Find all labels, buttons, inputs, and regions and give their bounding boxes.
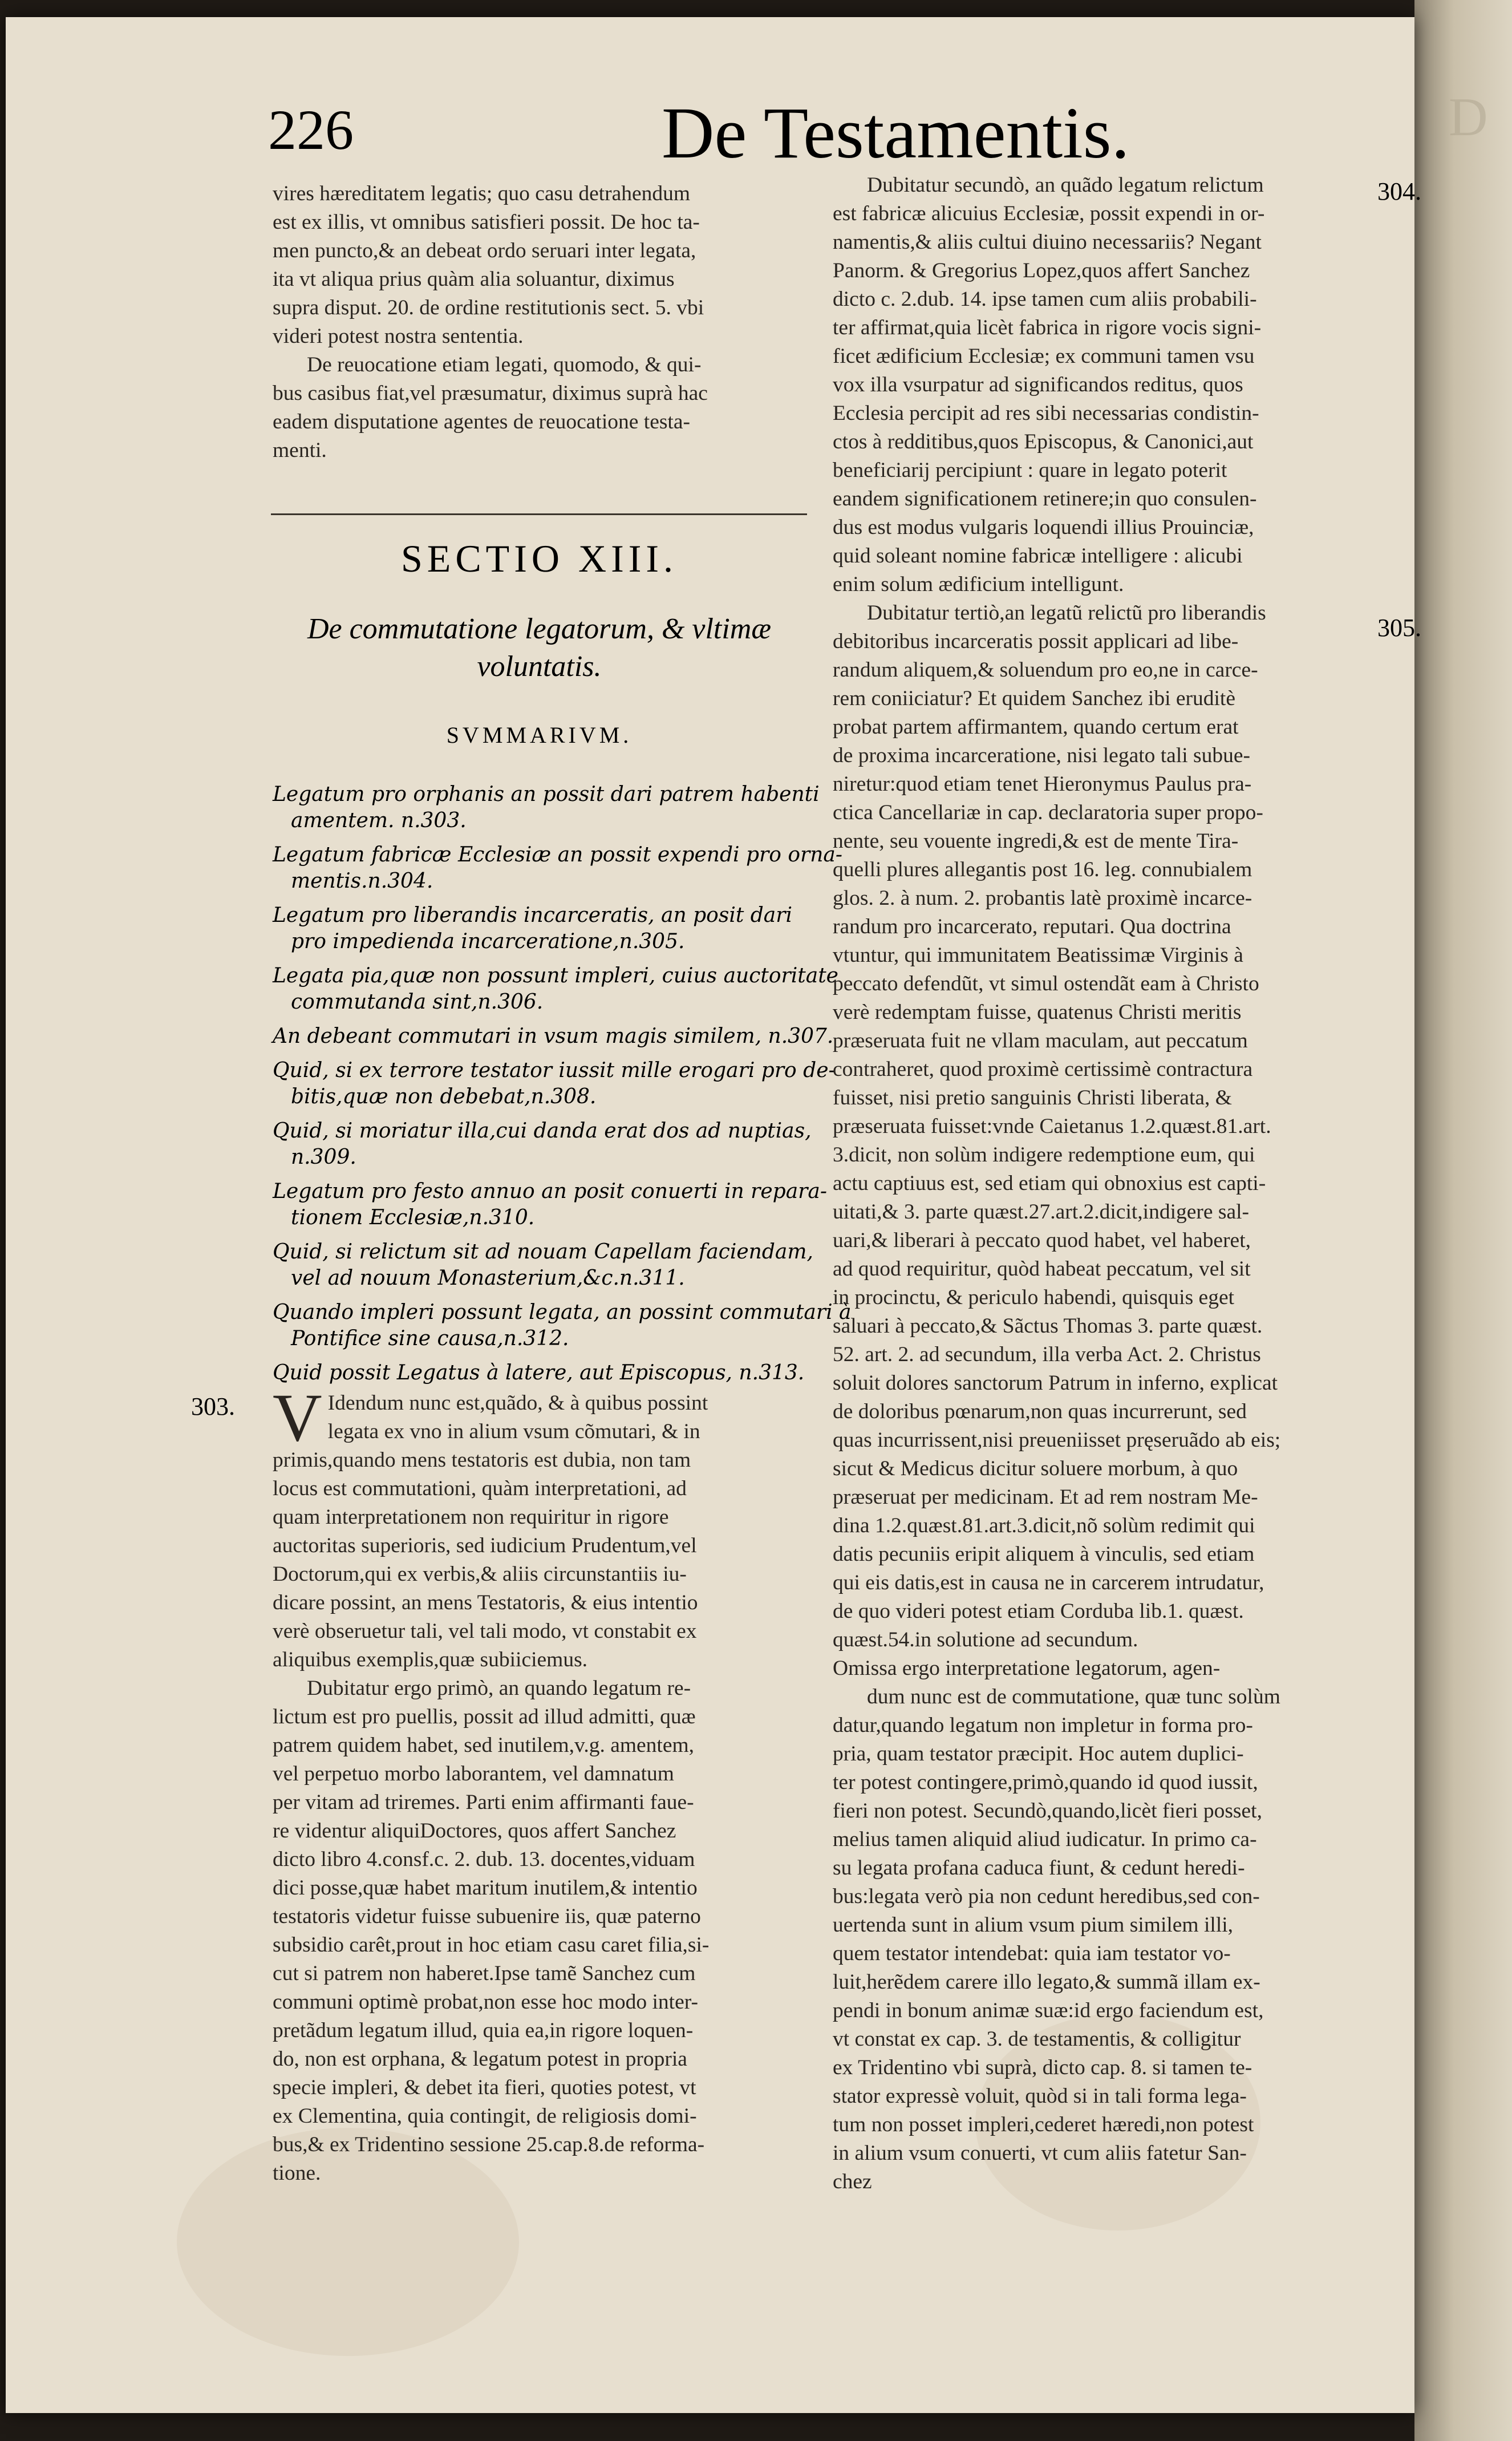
- summary-item-line-2: tionem Ecclesiæ,n.310.: [291, 1206, 535, 1229]
- text-line: præseruat per medicinam. Et ad rem nostram Me-: [833, 1485, 1258, 1509]
- summary-item-line-2: n.309.: [291, 1145, 356, 1169]
- text-line: Dubitatur tertiò,an legatũ relictũ pro liberandis: [867, 601, 1266, 625]
- text-line: ter affirmat,quia licèt fabrica in rigore vocis signi-: [833, 316, 1262, 339]
- text-line: in alium vsum conuerti, vt cum aliis fatetur San-: [833, 2142, 1247, 2165]
- text-line: auctoritas superioris, sed iudicium Prudentum,vel: [273, 1534, 697, 1557]
- running-title: De Testamentis.: [662, 92, 1130, 173]
- summary-item: [273, 1118, 812, 1171]
- drop-cap: V: [273, 1379, 322, 1455]
- text-line: probat partem affirmantem, quando certum erat: [833, 715, 1239, 739]
- text-line: bus:legata verò pia non cedunt heredibus,sed con-: [833, 1885, 1260, 1908]
- text-line: per vitam ad triremes. Parti enim affirmanti faue-: [273, 1791, 694, 1814]
- summary-item: [273, 1239, 813, 1292]
- text-line: est fabricæ alicuius Ecclesiæ, possit expendi in or-: [833, 202, 1265, 225]
- text-line: qui eis datis,est in causa ne in carcerem intrudatur,: [833, 1571, 1264, 1594]
- summary-item-line-1: An debeant commutari in vsum magis similem, n.307.: [273, 1025, 834, 1048]
- section-rule: [271, 513, 807, 515]
- left-top-paragraph-2: [273, 351, 806, 465]
- text-line: verè obseruetur tali, vel tali modo, vt constabit ex: [273, 1620, 697, 1643]
- text-line: bus casibus fiat,vel præsumatur, diximus suprà hac: [273, 382, 708, 405]
- text-line: uari,& liberari à peccato quod habet, vel haberet,: [833, 1229, 1251, 1252]
- text-line: primis,quando mens testatoris est dubia, non tam: [273, 1448, 691, 1472]
- text-line: chez: [833, 2170, 872, 2193]
- text-line: niretur:quod etiam tenet Hieronymus Paulus pra-: [833, 772, 1252, 796]
- summary-item: [273, 842, 843, 894]
- text-line: 3.dicit, non solùm indigere redemptione eum, qui: [833, 1143, 1255, 1167]
- summary-item: [273, 963, 838, 1015]
- text-line: testatoris videtur fuisse subuenire iis, quæ paterno: [273, 1905, 701, 1928]
- text-line: De reuocatione etiam legati, quomodo, & qui-: [307, 353, 702, 377]
- text-line: Omissa ergo interpretatione legatorum, agen-: [833, 1657, 1221, 1680]
- subtitle-line-2: voluntatis.: [477, 650, 602, 683]
- text-line: vt constat ex cap. 3. de testamentis, & colligitur: [833, 2027, 1241, 2051]
- text-line: pendi in bonum animæ suæ:id ergo faciendum est,: [833, 1999, 1264, 2022]
- text-line: do, non est orphana, & legatum potest in propria: [273, 2047, 687, 2071]
- left-column-top: [273, 180, 806, 465]
- margin-number-303: 303.: [191, 1392, 235, 1420]
- text-line: dus est modus vulgaris loquendi illius Prouinciæ,: [833, 516, 1254, 539]
- text-line: Panorm. & Gregorius Lopez,quos affert Sanchez: [833, 259, 1250, 282]
- text-line: su legata profana caduca fiunt, & cedunt heredi-: [833, 1856, 1245, 1880]
- text-line: communi optimè probat,non esse hoc modo inter-: [273, 1990, 698, 2014]
- text-line: randum pro incarcerato, reputari. Qua doctrina: [833, 915, 1231, 938]
- text-line: datur,quando legatum non impletur in forma pro-: [833, 1714, 1253, 1737]
- text-line: ctica Cancellariæ in cap. declaratoria super propo-: [833, 801, 1263, 824]
- text-line: namentis,& aliis cultui diuino necessariis? Negant: [833, 230, 1262, 254]
- text-line: 52. art. 2. ad secundum, illa verba Act. 2. Christus: [833, 1343, 1261, 1366]
- text-line: quæst.54.in solutione ad secundum.: [833, 1628, 1138, 1651]
- text-line: Doctorum,qui ex verbis,& aliis circunstantiis iu-: [273, 1562, 687, 1586]
- summary-item: [273, 1023, 834, 1050]
- text-line: vtuntur, qui immunitatem Beatissimæ Virginis à: [833, 944, 1243, 967]
- text-line: de quo videri potest etiam Corduba lib.1. quæst.: [833, 1600, 1244, 1623]
- text-line: fuisset, nisi pretio sanguinis Christi liberata, &: [833, 1086, 1232, 1110]
- text-line: men puncto,& an debeat ordo seruari inter legata,: [273, 239, 696, 262]
- text-line: legata ex vno in alium vsum cõmutari, & in: [327, 1420, 700, 1443]
- text-line: dina 1.2.quæst.81.art.3.dicit,nõ solùm redimit qui: [833, 1514, 1255, 1537]
- text-line: nente, seu vouente ingredi,& est de mente Tira-: [833, 829, 1239, 853]
- summary-item-line-1: Quando impleri possunt legata, an possint commutari à: [273, 1301, 852, 1324]
- summary-item-line-1: Legatum fabricæ Ecclesiæ an possit expendi pro orna-: [273, 843, 843, 867]
- text-line: enim solum ædificium intelligunt.: [833, 573, 1124, 596]
- text-line: quam interpretationem non requiritur in rigore: [273, 1505, 669, 1529]
- left-top-paragraph-1: [273, 180, 806, 351]
- margin-number-304: 304.: [1377, 177, 1421, 205]
- text-line: stator expressè voluit, quòd si in tali forma lega-: [833, 2084, 1247, 2108]
- text-line: in procinctu, & periculo habendi, quisquis eget: [833, 1286, 1235, 1309]
- text-line: sicut & Medicus dicitur soluere morbum, à quo: [833, 1457, 1238, 1480]
- text-line: Dubitatur secundò, an quãdo legatum relictum: [867, 173, 1264, 197]
- text-line: est ex illis, vt omnibus satisfieri possit. De hoc ta-: [273, 210, 700, 234]
- text-line: contraheret, quod proximè certissimè contractura: [833, 1058, 1253, 1081]
- text-line: vel perpetuo morbo laborantem, vel damnatum: [273, 1762, 674, 1786]
- page-number: 226: [268, 98, 354, 161]
- summary-item-line-1: Quid possit Legatus à latere, aut Episcopus, n.313.: [273, 1361, 805, 1385]
- text-line: dicto libro 4.consf.c. 2. dub. 13. docentes,viduam: [273, 1848, 695, 1871]
- text-line: datis pecuniis eripit aliquem à vinculis, sed etiam: [833, 1543, 1255, 1566]
- summary-item-line-1: Quid, si moriatur illa,cui danda erat dos ad nuptias,: [273, 1119, 812, 1143]
- summary-item-line-1: Quid, si relictum sit ad nouam Capellam faciendam,: [273, 1240, 813, 1264]
- summary-item-line-1: Legatum pro liberandis incarceratis, an posit dari: [273, 904, 792, 927]
- text-line: de doloribus pœnarum,non quas incurrerunt, sed: [833, 1400, 1247, 1423]
- section-heading: SECTIO XIII.: [400, 537, 678, 580]
- text-line: lictum est pro puellis, possit ad illud admitti, quæ: [273, 1705, 696, 1728]
- text-line: uertenda sunt in alium vsum pium similem illi,: [833, 1913, 1234, 1937]
- text-line: luit,herẽdem carere illo legato,& summã illam ex-: [833, 1970, 1260, 1994]
- text-line: de proxima incarceratione, nisi legato tali subue-: [833, 744, 1251, 767]
- text-line: pria, quam testator præcipit. Hoc autem duplici-: [833, 1742, 1244, 1766]
- bleed-through-text: D: [1449, 87, 1488, 147]
- summary-item-line-2: vel ad nouum Monasterium,&c.n.311.: [291, 1266, 685, 1290]
- text-line: ex Tridentino vbi suprà, dicto cap. 8. si tamen te-: [833, 2056, 1252, 2079]
- summary-item: [273, 902, 806, 955]
- text-line: subsidio carêt,prout in hoc etiam casu caret filia,si-: [273, 1933, 710, 1957]
- left-body-text: [273, 1379, 806, 2188]
- text-line: ficet ædificium Ecclesiæ; ex communi tamen vsu: [833, 345, 1255, 368]
- text-line: vox illa vsurpatur ad significandos reditus, quos: [833, 373, 1243, 396]
- text-line: rem coniiciatur? Et quidem Sanchez ibi eruditè: [833, 687, 1235, 710]
- text-line: saluari à peccato,& Sãctus Thomas 3. parte quæst.: [833, 1314, 1263, 1338]
- text-line: cut si patrem non haberet.Ipse tamẽ Sanchez cum: [273, 1962, 696, 1985]
- text-line: ad quod requiritur, quòd habeat peccatum, vel sit: [833, 1257, 1251, 1281]
- text-line: glos. 2. à num. 2. probantis latè proximè incarce-: [833, 886, 1252, 910]
- summary-list: [273, 782, 852, 1394]
- subtitle-line-1: De commutatione legatorum, & vltimæ: [307, 613, 772, 645]
- text-line: re videntur aliquiDoctores, quos affert Sanchez: [273, 1819, 676, 1843]
- text-line: debitoribus incarceratis possit applicari ad libe-: [833, 630, 1239, 653]
- text-line: randum aliquem,& soluendum pro eo,ne in carce-: [833, 658, 1258, 682]
- text-line: quem testator intendebat: quia iam testator vo-: [833, 1942, 1231, 1965]
- text-line: Idendum nunc est,quãdo, & à quibus possint: [327, 1391, 708, 1415]
- text-line: uitati,& 3. parte quæst.27.art.2.dicit,indigere sal-: [833, 1200, 1250, 1224]
- text-line: quas incurrissent,nisi preueniisset pręseruãdo ab eis;: [833, 1428, 1281, 1452]
- text-line: actu captiuus est, sed etiam qui obnoxius est capti-: [833, 1172, 1266, 1195]
- text-line: fieri non potest. Secundò,quando,licèt fieri posset,: [833, 1799, 1262, 1823]
- summary-item: [273, 1179, 827, 1231]
- text-line: eandem significationem retinere;in quo consulen-: [833, 487, 1257, 511]
- summary-item-line-1: Legatum pro orphanis an possit dari patrem habenti: [273, 783, 820, 806]
- text-line: supra disput. 20. de ordine restitutionis sect. 5. vbi: [273, 296, 704, 319]
- text-line: beneficiarij percipiunt : quare in legato poterit: [833, 459, 1227, 482]
- summary-item-line-2: Pontifice sine causa,n.312.: [291, 1327, 569, 1350]
- summary-item-line-2: commutanda sint,n.306.: [291, 990, 544, 1014]
- text-line: eadem disputatione agentes de reuocatione testa-: [273, 410, 690, 434]
- left-column-body: [273, 1379, 806, 2188]
- summary-item: [273, 1360, 806, 1386]
- text-line: verè redemptam fuisse, quatenus Christi meritis: [833, 1001, 1242, 1024]
- text-line: dicto c. 2.dub. 14. ipse tamen cum aliis probabili-: [833, 288, 1257, 311]
- text-line: Dubitatur ergo primò, an quando legatum re-: [307, 1677, 691, 1700]
- summary-item: [273, 782, 820, 834]
- summary-item-line-2: mentis.n.304.: [291, 869, 433, 893]
- text-line: ex Clementina, quia contingit, de religiosis domi-: [273, 2104, 697, 2128]
- text-line: specie impleri, & debet ita fieri, quoties potest, vt: [273, 2076, 696, 2099]
- text-line: locus est commutationi, quàm interpretationi, ad: [273, 1477, 687, 1500]
- text-line: melius tamen aliquid aliud iudicatur. In primo ca-: [833, 1828, 1257, 1851]
- right-column-body: [833, 171, 1360, 2196]
- text-line: ter potest contingere,primò,quando id quod iussit,: [833, 1771, 1258, 1794]
- text-line: tione.: [273, 2161, 321, 2185]
- summary-item-line-1: Quid, si ex terrore testator iussit mille erogari pro de-: [273, 1059, 836, 1082]
- text-line: videri potest nostra sententia.: [273, 325, 524, 348]
- text-line: Ecclesia percipit ad res sibi necessarias condistin-: [833, 402, 1259, 425]
- text-line: menti.: [273, 439, 327, 462]
- summary-item-line-2: bitis,quæ non debebat,n.308.: [291, 1085, 597, 1108]
- text-line: præseruata fuisset:vnde Caietanus 1.2.quæst.81.art.: [833, 1115, 1271, 1138]
- summary-item: [273, 1058, 836, 1110]
- text-line: tum non posset impleri,cederet hæredi,non potest: [833, 2113, 1254, 2136]
- text-line: soluit dolores sanctorum Patrum in inferno, explicat: [833, 1371, 1278, 1395]
- text-line: quid soleant nomine fabricæ intelligere : alicubi: [833, 544, 1243, 568]
- summary-item-line-2: amentem. n.303.: [291, 809, 467, 832]
- text-line: patrem quidem habet, sed inutilem,v.g. amentem,: [273, 1734, 695, 1757]
- text-line: ita vt aliqua prius quàm alia soluantur, diximus: [273, 268, 675, 291]
- text-line: peccato defendũt, vt simul ostendãt eam à Christo: [833, 972, 1259, 995]
- text-line: pretãdum legatum illud, quia ea,in rigore loquen-: [273, 2019, 694, 2042]
- text-line: ctos à redditibus,quos Episcopus, & Canonici,aut: [833, 430, 1254, 454]
- text-line: aliquibus exemplis,quæ subiiciemus.: [273, 1648, 588, 1671]
- text-line: dum nunc est de commutatione, quæ tunc solùm: [867, 1685, 1280, 1709]
- adjacent-page-edge: [1414, 0, 1512, 2441]
- text-line: bus,& ex Tridentino sessione 25.cap.8.de reforma-: [273, 2133, 705, 2156]
- summary-item-line-1: Legata pia,quæ non possunt impleri, cuius auctoritate: [273, 964, 838, 987]
- right-body-text: [833, 171, 1360, 2196]
- summary-item-line-1: Legatum pro festo annuo an posit conuerti in repara-: [273, 1180, 827, 1203]
- summarium-label: SVMMARIVM.: [446, 722, 633, 748]
- text-line: quelli plures allegantis post 16. leg. connubialem: [833, 858, 1252, 881]
- summary-item: [273, 1300, 852, 1352]
- text-line: vires hæreditatem legatis; quo casu detrahendum: [273, 182, 691, 205]
- text-line: præseruata fuit ne vllam maculam, aut peccatum: [833, 1029, 1248, 1052]
- page-header: [251, 86, 1335, 177]
- text-line: dicare possint, an mens Testatoris, & eius intentio: [273, 1591, 698, 1614]
- summary-item-line-2: pro impedienda incarceratione,n.305.: [291, 930, 685, 953]
- margin-number-305: 305.: [1377, 614, 1421, 642]
- section-subtitle: [273, 610, 806, 686]
- text-line: dici posse,quæ habet maritum inutilem,& intentio: [273, 1876, 698, 1900]
